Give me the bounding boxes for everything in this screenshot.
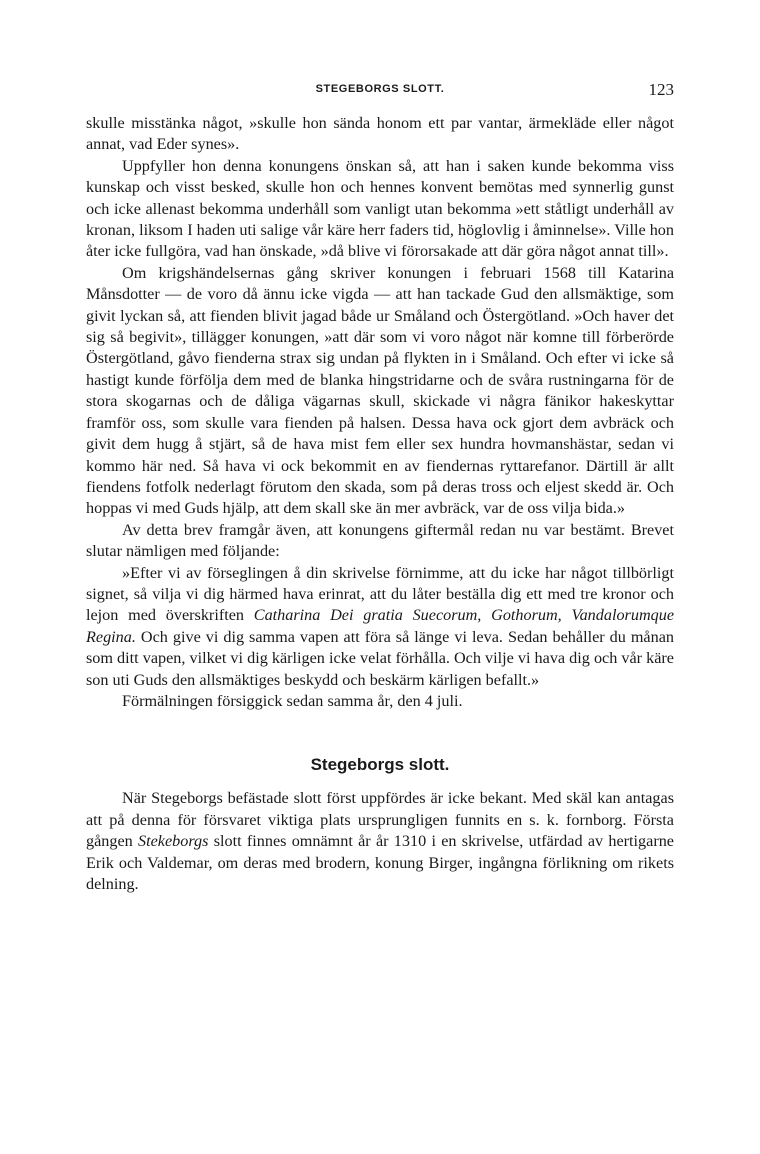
body-text [86,113,674,895]
running-head [86,80,674,100]
paragraph-5-letter-quote [86,563,674,691]
paragraph-1: skulle misstänka något, »skulle hon sända honom ett par vantar, ärmekläde eller något annat, vad Eder synes». [86,114,674,154]
paragraph-3: Om krigshändelsernas gång skriver konungen i februari 1568 till Katarina Månsdotter — de voro då ännu icke vigda — att han tackade Gud den allsmäktige, som givit lyckan så, att fienden blivit jagad både ur Småland och Östergötland. »Och haver det sig så begivit», tillägger konungen, »att där som vi voro något när komne till förberörde Östergötland, gåvo fienderna strax sig undan på flykten in i Småland. Och efter vi icke så hastigt kunde förfölja dem med de blanka hingstridarne och de svåra rustningarna för de stora skogarnas och de dåliga vägarnas skull, skickade vi några fänikor hakeskyttar framför oss, som skulle vara fienden på halsen. Dessa hava ock gjort dem avbräck och givit dem hugg å stjärt, så de hava mist fem eller sex hundra hovmanshästar, sedan vi kommo här ned. Så hava vi ock bekommit en av fiendernas ryttarefanor. Därtill är allt fiendens fotfolk nederlagt förutom den skada, som på deras tross och eljest skedd är. Och hoppas vi med Guds hjälp, att dem skall ske än mer avbräck, var de oss vilja bida.» [86,263,674,518]
section-heading: Stegeborgs slott. [310,755,450,775]
page-number: 123 [648,80,674,99]
section-text-end: slott finnes omnämnt år år 1310 i en skrivelse, utfärdad av hertigarne Erik och Valdemar, om deras med brodern, konung Birger, ingångna förlikning om rikets delning. [86,832,674,893]
section-text-start: När Stegeborgs befästade slott först uppfördes är icke bekant. Med skäl kan antagas att på denna för försvaret viktiga plats ursprungligen funnits en s. k. fornborg. Första gången [86,789,674,851]
section-paragraph [86,788,674,895]
running-head-title: STEGEBORGS SLOTT. [315,83,445,95]
quote-text-start: »Efter vi av förseglingen å din skrivelse förnimme, att du icke har något tillbörligt signet, så vilja vi dig härmed hava erinrat, att du låter beställa dig ett med tre kronor och lejon med överskriften [86,563,674,625]
paragraph-4: Av detta brev framgår även, att konungens giftermål redan nu var bestämt. Brevet slutar nämligen med följande: [86,520,674,561]
quote-text-end: Och give vi dig samma vapen att föra så länge vi leva. Sedan behåller du månan som ditt vapen, vilket vi dig kärligen icke velat förhålla. Och vilje vi hava dig och vår käre son uti Guds den allsmäktiges beskydd och beskärm kärligen befallt.» [86,627,674,689]
paragraph-6: Förmälningen försiggick sedan samma år, den 4 juli. [122,691,463,710]
book-page [86,0,674,1154]
latin-inscription: Catharina Dei gratia Suecorum, Gothorum, Vandalorumque Regina. [86,606,675,646]
paragraph-2: Uppfyller hon denna konungens önskan så, att han i saken kunde bekomma viss kunskap och visst besked, skulle hon och hennes konvent bemötas med synnerlig gunst och icke allenast bekomma underhåll som vanligt utan bekomma »ett ståtligt underhåll av kronan, liksom I haden uti salige vår käre herr faders tid, höglovlig i åminnelse». Ville hon åter icke fullgöra, vad han önskade, »då blive vi förorsakade att där göra något annat till». [86,156,674,261]
italic-place-name: Stekeborgs [138,832,209,851]
